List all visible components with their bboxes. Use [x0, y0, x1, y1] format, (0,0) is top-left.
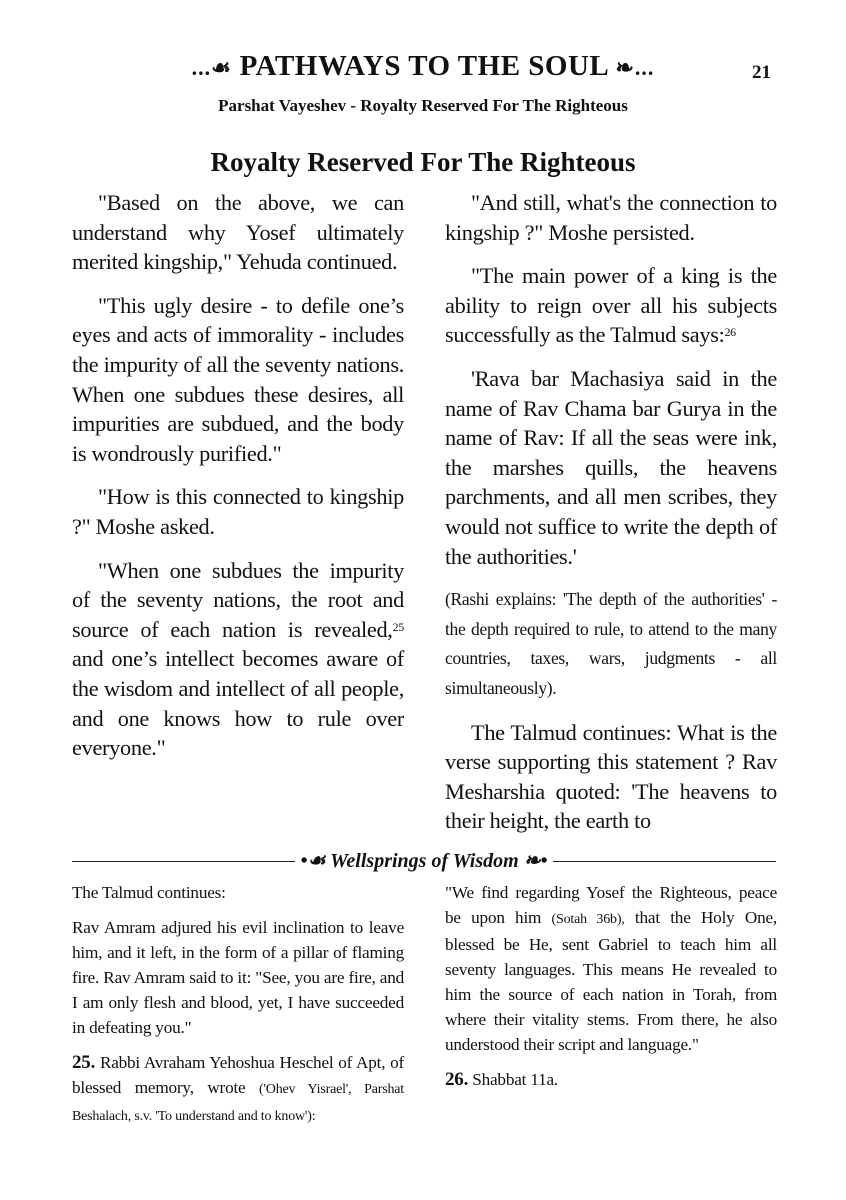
- section-label: [72, 848, 776, 873]
- paragraph-text: "The main power of a king is the ability to reign over all his subjects successfully as the Talmud says:: [445, 263, 777, 348]
- footnote-citation: (Sotah 36b),: [551, 912, 625, 927]
- page-number: 21: [752, 62, 771, 83]
- section-title: Wellsprings of Wisdom: [330, 850, 519, 872]
- footnote-text: Rabbi Avraham Yehoshua Heschel of Apt, of blessed memory, wrote: [72, 1053, 404, 1097]
- paragraph: [445, 261, 777, 350]
- footnote-right-column: [445, 880, 777, 1102]
- footnote-ref-25[interactable]: 25: [392, 619, 404, 634]
- running-subtitle: Parshat Vayeshev - Royalty Reserved For The Righteous: [218, 96, 628, 115]
- footnote-ref-26[interactable]: 26: [724, 325, 736, 340]
- article-right-column: [445, 188, 777, 850]
- footnote-number: 25.: [72, 1052, 96, 1073]
- footnote-text: that the Holy One, blessed be He, sent Gabriel to teach him all seventy languages. This means He revealed to him the source of each nation in Torah, from where their vitality stems. From there, he also understood their script and language.": [445, 908, 777, 1054]
- article-heading: Royalty Reserved For The Righteous: [210, 147, 636, 177]
- footnote-citation: ('Ohev Yisrael', Parshat Beshalach, s.v. 'To understand and to know'):: [72, 1082, 404, 1124]
- footnote-paragraph: The Talmud continues:: [72, 883, 226, 902]
- rashi-note: (Rashi explains: 'The depth of the authorities' - the depth required to rule, to attend to the many countries, taxes, wars, judgments - all simultaneously).: [445, 589, 777, 698]
- ornament-icon: •☙: [300, 850, 326, 872]
- book-title: [133, 50, 713, 83]
- paragraph: "Based on the above, we can understand why Yosef ultimately merited kingship," Yehuda continued.: [72, 190, 404, 275]
- ornament-icon: ❧•: [523, 850, 548, 872]
- paragraph: "And still, what's the connection to kingship ?" Moshe persisted.: [445, 190, 777, 245]
- paragraph: The Talmud continues: What is the verse supporting this statement ? Rav Mesharshia quoted: 'The heavens to their height, the earth to: [445, 719, 777, 834]
- footnote-text: "We find regarding Yosef the Righteous, peace be upon him: [445, 883, 777, 927]
- running-header: [0, 50, 846, 90]
- book-title-text: PATHWAYS TO THE SOUL: [239, 50, 608, 82]
- footnote-number: 26.: [445, 1069, 469, 1090]
- paragraph: "This ugly desire - to defile one’s eyes and acts of immorality - includes the impurity of all the seventy nations. When one subdues these desires, all impurities are subdued, and the body is wondrously purified.": [72, 292, 404, 466]
- paragraph-text: and one’s intellect becomes aware of the wisdom and intellect of all people, and one knows how to rule over everyone.": [72, 646, 404, 761]
- footnote-text: Shabbat 11a.: [468, 1070, 558, 1089]
- paragraph: [72, 556, 404, 763]
- footnote-26: [445, 1067, 777, 1092]
- footnote-paragraph: [445, 880, 777, 1057]
- paragraph: "How is this connected to kingship ?" Moshe asked.: [72, 484, 404, 539]
- right-ornament-icon: ❧...: [615, 55, 655, 80]
- paragraph: 'Rava bar Machasiya said in the name of Rav Chama bar Gurya in the name of Rav: If all the seas were ink, the marshes quills, the heavens parchments, and all men scribes, they would not suffice to write the depth of the authorities.': [445, 365, 777, 569]
- footnote-divider: [72, 848, 776, 874]
- footnote-paragraph: Rav Amram adjured his evil inclination to leave him, and it left, in the form of a pillar of flaming fire. Rav Amram said to it: "See, you are fire, and I am only flesh and blood, yet, I have succeeded in defeating you.": [72, 918, 404, 1037]
- paragraph-text: "When one subdues the impurity of the seventy nations, the root and source of each nation is revealed,: [72, 557, 404, 642]
- footnote-left-column: [72, 880, 404, 1139]
- footnote-25: [72, 1050, 404, 1129]
- article-left-column: [72, 188, 404, 777]
- left-ornament-icon: ...☙: [191, 55, 232, 80]
